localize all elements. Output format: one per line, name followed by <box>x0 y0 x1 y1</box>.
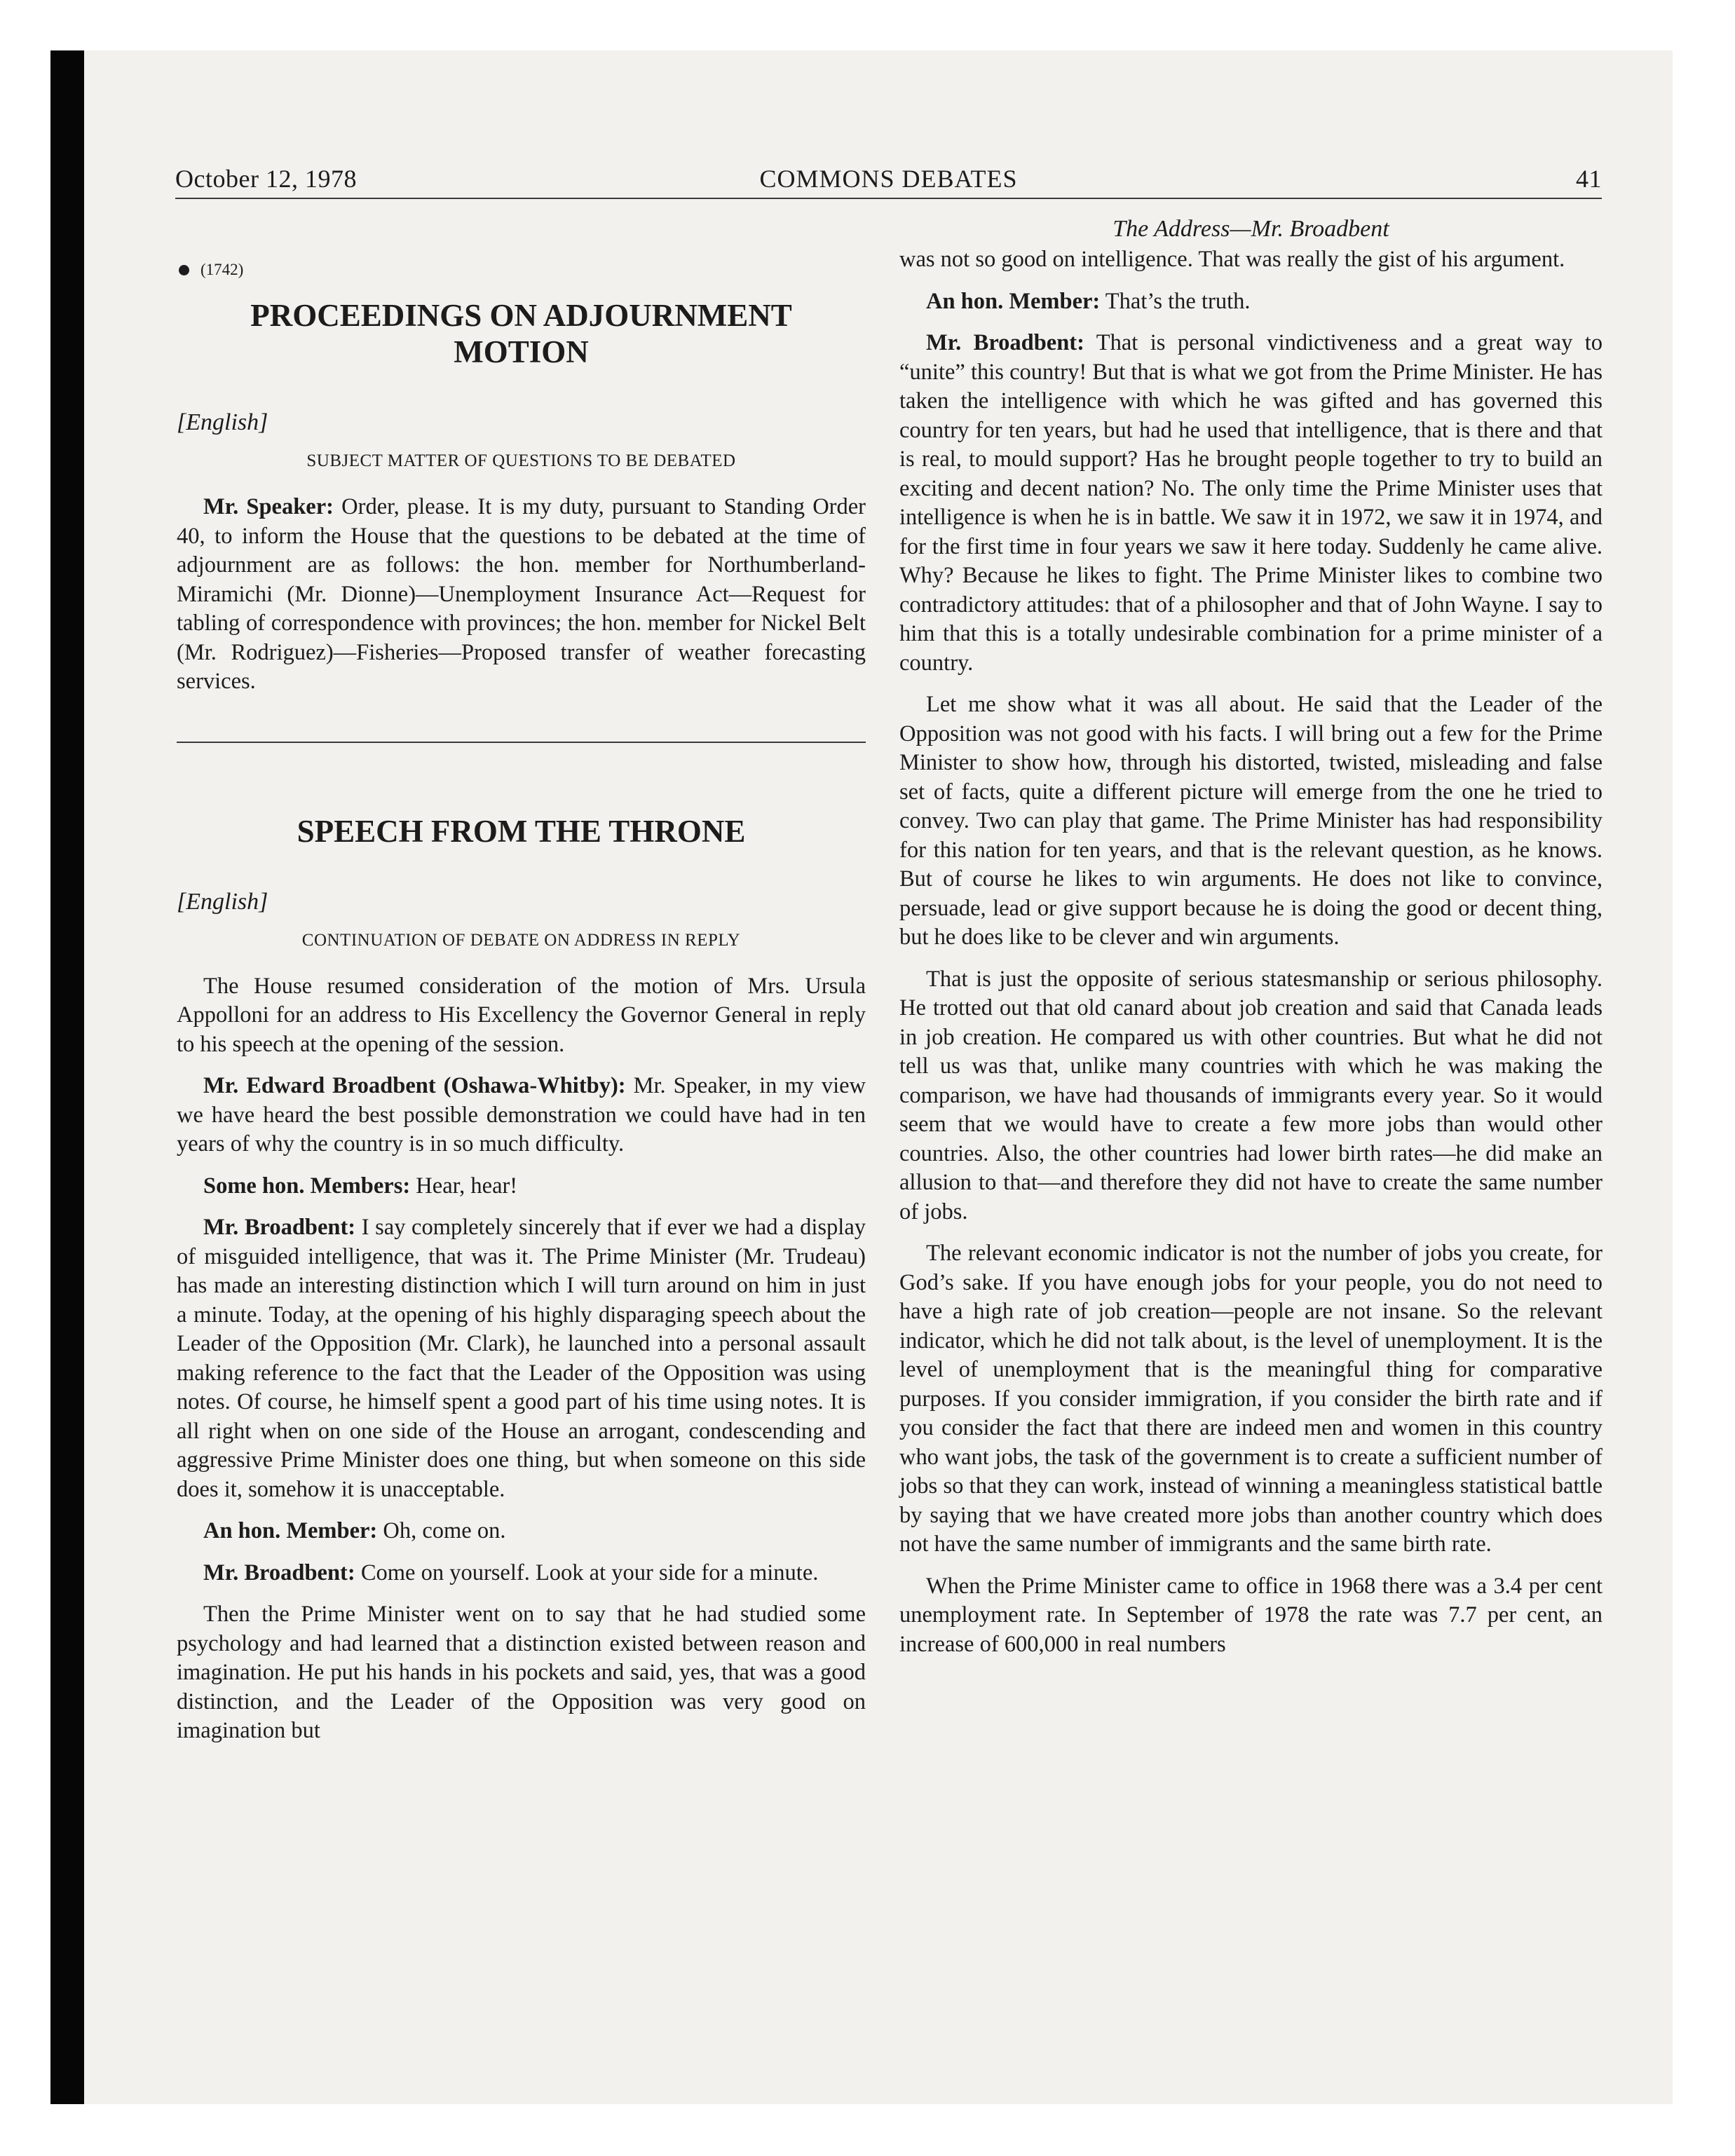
scan-binding-edge <box>50 50 84 2104</box>
speaker-name: Mr. Edward Broadbent (Oshawa-Whitby): <box>203 1073 626 1098</box>
paragraph-text: Order, please. It is my duty, pursuant to Standing Order 40, to inform the House that the questions to be debated at the time of adjournment are as follows: the hon. member for Northumberland-Miramichi (Mr. Dionne)—Unemployment Insurance Act—Request for tabling of correspondence with provinces; the hon. member for Nickel Belt (Mr. Rodriguez)—Fisheries—Proposed transfer of weather forecasting services. <box>177 494 866 694</box>
speaker-name: Mr. Broadbent: <box>203 1560 355 1585</box>
time-marker-text: (1742) <box>200 261 244 278</box>
header-page-number: 41 <box>1576 165 1602 193</box>
section-divider <box>177 742 866 743</box>
speaker-name: Some hon. Members: <box>203 1173 411 1199</box>
subheading-debate: CONTINUATION OF DEBATE ON ADDRESS IN REPLY <box>301 930 741 950</box>
header-date: October 12, 1978 <box>175 165 357 193</box>
paragraph-text: Oh, come on. <box>377 1518 506 1543</box>
paragraph: The relevant economic indicator is not the number of jobs you create, for God’s sake. If you have enough jobs for your people, you do not need to have a high rate of job creation—people are not insane. So the relevant indicator, which he did not talk about, is the level of unemployment. It is the level of unemployment that is the meaningful thing for comparative purposes. If you consider immigration, if you consider the birth rate and if you consider the fact that there are indeed men and women in this country who want jobs, the task of the government is to create a sufficient number of jobs so that they can work, instead of winning a meaningless statistical battle by saying that we have created more jobs than another country which does not have the same number of immigrants and the same birth rate. <box>899 1241 1603 1557</box>
paragraph-text: Hear, hear! <box>410 1173 518 1199</box>
running-title: The Address—Mr. Broadbent <box>1113 216 1389 242</box>
section-title-throne-speech: SPEECH FROM THE THRONE <box>297 813 746 849</box>
speaker-name: An hon. Member: <box>203 1518 378 1543</box>
left-column <box>177 210 866 1759</box>
running-header <box>175 163 1602 199</box>
paragraph <box>177 1517 866 1546</box>
paragraph <box>899 329 1603 678</box>
speaker-name: Mr. Broadbent: <box>203 1215 356 1240</box>
paragraph: The House resumed consideration of the motion of Mrs. Ursula Appolloni for an address to His Excellency the Governor General in reply to his speech at the opening of the session. <box>177 973 866 1057</box>
right-column <box>899 214 1603 1672</box>
header-journal-title: COMMONS DEBATES <box>759 165 1018 193</box>
speaker-name: Mr. Speaker: <box>203 494 334 519</box>
paragraph: That is just the opposite of serious statesmanship or serious philosophy. He trotted out that old canard about job creation and said that Canada leads in job creation. He compared us with other countries. But what he did not tell us was that, unlike many countries with which he was making the comparison, we have had thousands of immigrants every year. So it would seem that we would have to create a few more jobs than would other countries. Also, the other countries had lower birth rates—he did make an allusion to that—and therefore they did not have to create the same number of jobs. <box>899 966 1603 1224</box>
paragraph: When the Prime Minister came to office in 1968 there was a 3.4 per cent unemployment rate. In September of 1978 the rate was 7.7 per cent, an increase of 600,000 in real numbers <box>899 1573 1603 1657</box>
paragraph: was not so good on intelligence. That was really the gist of his argument. <box>899 247 1565 272</box>
paragraph <box>177 1172 866 1201</box>
paragraph-text: Mr. Speaker, in my view we have heard the best possible demonstration we could have had in ten years of why the country is in so much difficulty. <box>177 1073 866 1157</box>
language-tag: [English] <box>177 888 268 915</box>
bullet-icon <box>179 265 189 275</box>
paragraph <box>177 1559 866 1588</box>
paragraph <box>177 1213 866 1504</box>
time-marker <box>177 259 866 280</box>
paragraph-text: I say completely sincerely that if ever we had a display of misguided intelligence, that was it. The Prime Minister (Mr. Trudeau) has made an interesting distinction which I will turn around on him in just a minute. Today, at the opening of his highly disparaging speech about the Leader of the Opposition (Mr. Clark), he launched into a personal assault making reference to the fact that the Leader of the Opposition was using notes. Of course, he himself spent a good part of his time using notes. It is all right when on one side of the House an arrogant, condescending and aggressive Prime Minister does one thing, but when someone on this side does it, somehow it is unacceptable. <box>177 1215 866 1502</box>
section-title-adjournment: PROCEEDINGS ON ADJOURNMENT MOTION <box>250 298 792 369</box>
speaker-name: An hon. Member: <box>926 288 1101 314</box>
speaker-name: Mr. Broadbent: <box>926 330 1084 355</box>
paragraph-text: That’s the truth. <box>1100 288 1251 314</box>
paragraph <box>899 287 1603 317</box>
paragraph: Then the Prime Minister went on to say that he had studied some psychology and had learned that a distinction existed between reason and imagination. He put his hands in his pockets and said, yes, that was a good distinction, and the Leader of the Opposition was very good on imagination but <box>177 1602 866 1743</box>
paragraph-text: Come on yourself. Look at your side for a minute. <box>355 1560 819 1585</box>
paragraph <box>177 493 866 697</box>
subheading-questions: SUBJECT MATTER OF QUESTIONS TO BE DEBATED <box>306 451 736 470</box>
paragraph: Let me show what it was all about. He said that the Leader of the Opposition was not good with his facts. I will bring out a few for the Prime Minister to show how, through his distorted, twisted, misleading and false set of facts, quite a different picture will emerge from the one he tried to convey. Two can play that game. The Prime Minister has had responsibility for this nation for ten years, and that is the relevant question, as he knows. But of course he likes to win arguments. He does not like to convince, persuade, lead or give support because he is doing the good or decent thing, but he does like to be clever and win arguments. <box>899 692 1603 950</box>
paragraph <box>177 1072 866 1159</box>
language-tag: [English] <box>177 409 268 435</box>
paragraph-text: That is personal vindictiveness and a great way to “unite” this country! But that is what we got from the Prime Minister. He has taken the intelligence with which he was gifted and has governed this country for ten years, but had he used that intelligence, that is there and that is real, to mould support? Has he brought people together to try to build an exciting and decent nation? No. The only time the Prime Minister uses that intelligence is when he is in battle. We saw it in 1972, we saw it in 1974, and for the first time in four years we saw it here today. Suddenly he came alive. Why? Because he likes to fight. The Prime Minister likes to combine two contradictory attitudes: that of a philosopher and that of John Wayne. I say to him that this is a totally undesirable combination for a prime minister of a country. <box>899 330 1603 676</box>
